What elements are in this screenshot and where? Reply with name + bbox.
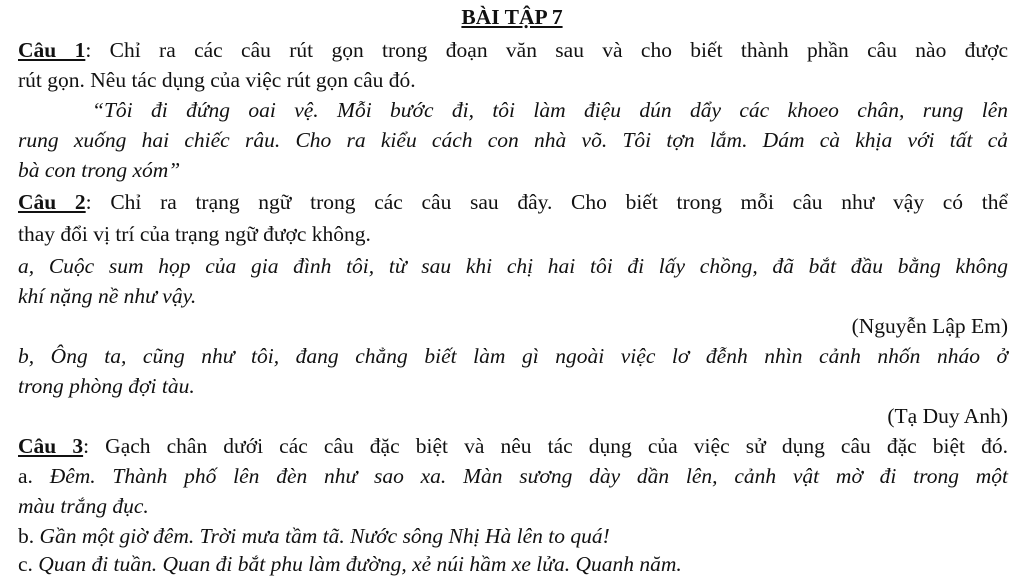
q3-line-1 bbox=[18, 432, 1008, 460]
q2-b-source: (Tạ Duy Anh) bbox=[887, 404, 1008, 428]
q2-b-line-1: b, Ông ta, cũng như tôi, đang chẳng biết làm gì ngoài việc lơ đễnh nhìn cảnh nhốn nháo ở bbox=[18, 344, 1008, 368]
q2-b-line-2: trong phòng đợi tàu. bbox=[18, 374, 195, 398]
q3-label: Câu 3 bbox=[18, 434, 84, 458]
q2-line-1 bbox=[18, 188, 1008, 216]
q3-c-prefix: c. bbox=[18, 552, 39, 576]
q1-label: Câu 1 bbox=[18, 38, 86, 62]
q1-line-1 bbox=[18, 36, 1008, 64]
q2-a-line-2: khí nặng nề như vậy. bbox=[18, 284, 197, 308]
q3-a-prefix: a. bbox=[18, 464, 50, 488]
q2-a-source: (Nguyễn Lập Em) bbox=[851, 314, 1008, 338]
q3-a-line-2: màu trắng đục. bbox=[18, 494, 149, 518]
q3-b-line bbox=[18, 522, 1008, 550]
q3-text-1: : Gạch chân dưới các câu đặc biệt và nêu tác dụng của việc sử dụng câu đặc biệt đó. bbox=[83, 434, 1008, 458]
q1-quote-line-2: rung xuống hai chiếc râu. Cho ra kiểu cách con nhà võ. Tôi tợn lắm. Dám cà khịa với tất cả bbox=[18, 128, 1008, 152]
q1-line-2: rút gọn. Nêu tác dụng của việc rút gọn câu đó. bbox=[18, 68, 416, 92]
q3-a-text-1: Đêm. Thành phố lên đèn như sao xa. Màn sương dày dần lên, cảnh vật mờ đi trong một bbox=[49, 464, 1008, 488]
q3-c-text: Quan đi tuần. Quan đi bắt phu làm đường, xẻ núi hầm xe lửa. Quanh năm. bbox=[38, 552, 682, 576]
q2-line-2: thay đổi vị trí của trạng ngữ được không. bbox=[18, 222, 371, 246]
q1-quote-line-1: “Tôi đi đứng oai vệ. Mỗi bước đi, tôi làm điệu dún dẩy các khoeo chân, rung lên bbox=[92, 98, 1008, 122]
q3-b-prefix: b. bbox=[18, 524, 40, 548]
q2-a-line-1: a, Cuộc sum họp của gia đình tôi, từ sau khi chị hai tôi đi lấy chồng, đã bắt đầu bằng không bbox=[18, 254, 1008, 278]
q3-a-line-1 bbox=[18, 462, 1008, 490]
q2-label: Câu 2 bbox=[18, 190, 86, 214]
exercise-title: BÀI TẬP 7 bbox=[461, 5, 563, 29]
q3-c-line bbox=[18, 550, 1008, 578]
q1-quote-line-3: bà con trong xóm” bbox=[18, 158, 181, 182]
q1-text-1: : Chỉ ra các câu rút gọn trong đoạn văn sau và cho biết thành phần câu nào được bbox=[85, 38, 1008, 62]
q3-b-text: Gần một giờ đêm. Trời mưa tầm tã. Nước sông Nhị Hà lên to quá! bbox=[39, 524, 610, 548]
q2-text-1: : Chỉ ra trạng ngữ trong các câu sau đây. Cho biết trong mỗi câu như vậy có thể bbox=[85, 190, 1008, 214]
